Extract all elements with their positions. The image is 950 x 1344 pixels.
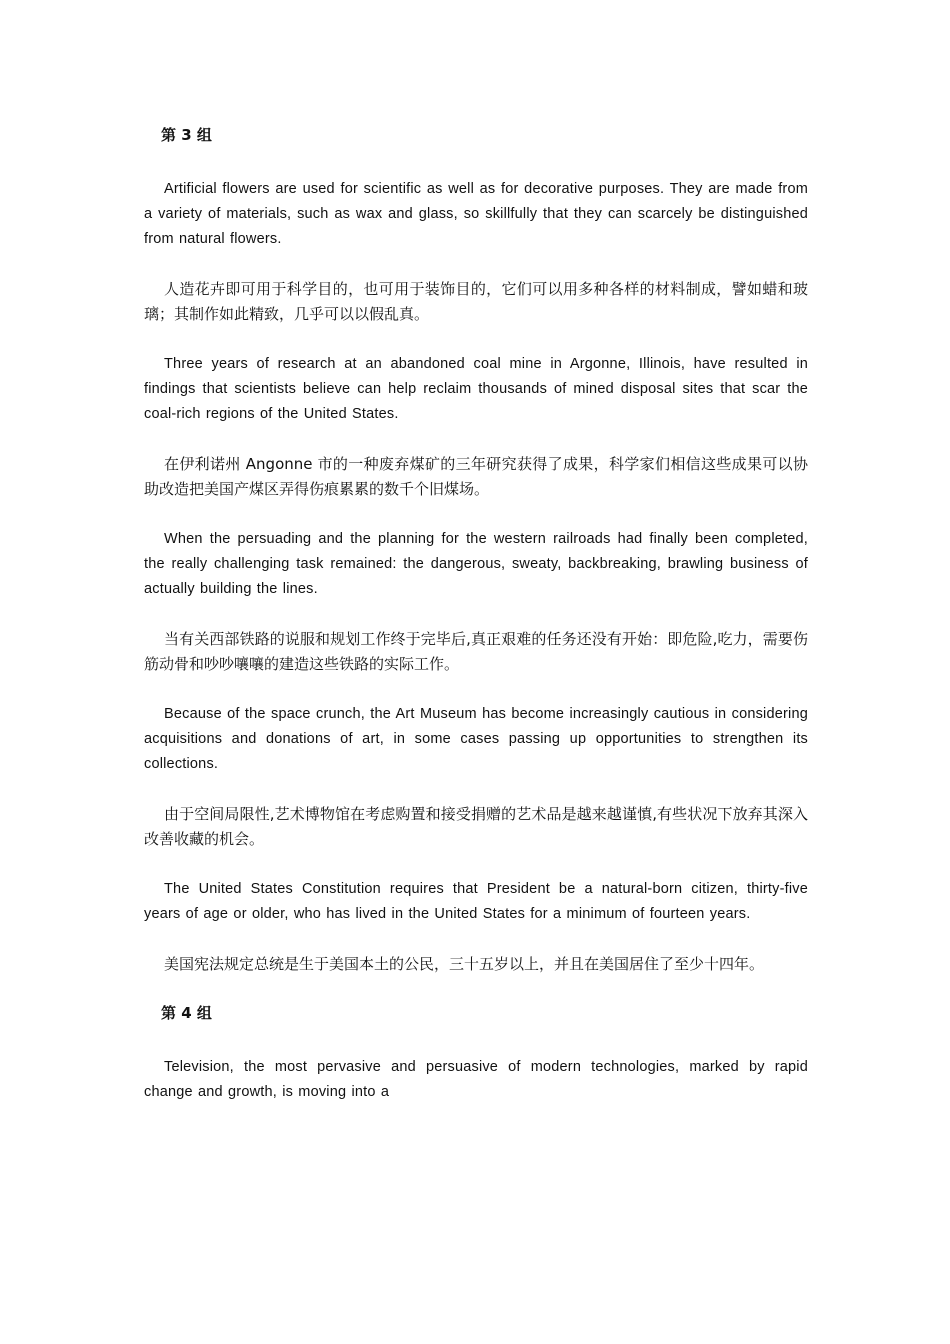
chinese-paragraph: 由于空间局限性,艺术博物馆在考虑购置和接受捐赠的艺术品是越来越谨慎,有些状况下放弃其深入改善收藏的机会。 [144,805,808,848]
english-paragraph: When the persuading and the planning for the western railroads had finally been completed, the really challenging task remained: the dangerous, sweaty, backbreaking, brawling business of actually building the lines. [144,531,808,597]
chinese-paragraph: 当有关西部铁路的说服和规划工作终于完毕后,真正艰难的任务还没有开始：即危险,吃力，需要伤筋动骨和吵吵嚷嚷的建造这些铁路的实际工作。 [144,630,808,673]
english-paragraph: The United States Constitution requires that President be a natural-born citizen, thirty-five years of age or older, who has lived in the United States for a minimum of fourteen years. [144,881,808,922]
english-paragraph: Because of the space crunch, the Art Museum has become increasingly cautious in considering acquisitions and donations of art, in some cases passing up opportunities to strengthen its collections. [144,706,808,772]
chinese-paragraph: 美国宪法规定总统是生于美国本土的公民，三十五岁以上，并且在美国居住了至少十四年。 [164,955,765,973]
english-paragraph: Artificial flowers are used for scientific as well as for decorative purposes. They are made from a variety of materials, such as wax and glass, so skillfully that they can scarcely be distinguished from natural flowers. [144,181,808,247]
section-heading: 第 4 组 [161,1004,212,1022]
section-heading: 第 3 组 [161,126,212,144]
english-paragraph: Three years of research at an abandoned coal mine in Argonne, Illinois, have resulted in findings that scientists believe can help reclaim thousands of mined disposal sites that scar the coal-rich regions of the United States. [144,356,808,422]
chinese-paragraph: 人造花卉即可用于科学目的，也可用于装饰目的，它们可以用多种各样的材料制成，譬如蜡和玻璃；其制作如此精致，几乎可以以假乱真。 [144,280,808,323]
chinese-paragraph: 在伊利诺州 Angonne 市的一种废弃煤矿的三年研究获得了成果，科学家们相信这些成果可以协助改造把美国产煤区弄得伤痕累累的数千个旧煤场。 [144,455,808,498]
document-body [144,124,808,1130]
english-paragraph: Television, the most pervasive and persuasive of modern technologies, marked by rapid change and growth, is moving into a [144,1059,808,1100]
